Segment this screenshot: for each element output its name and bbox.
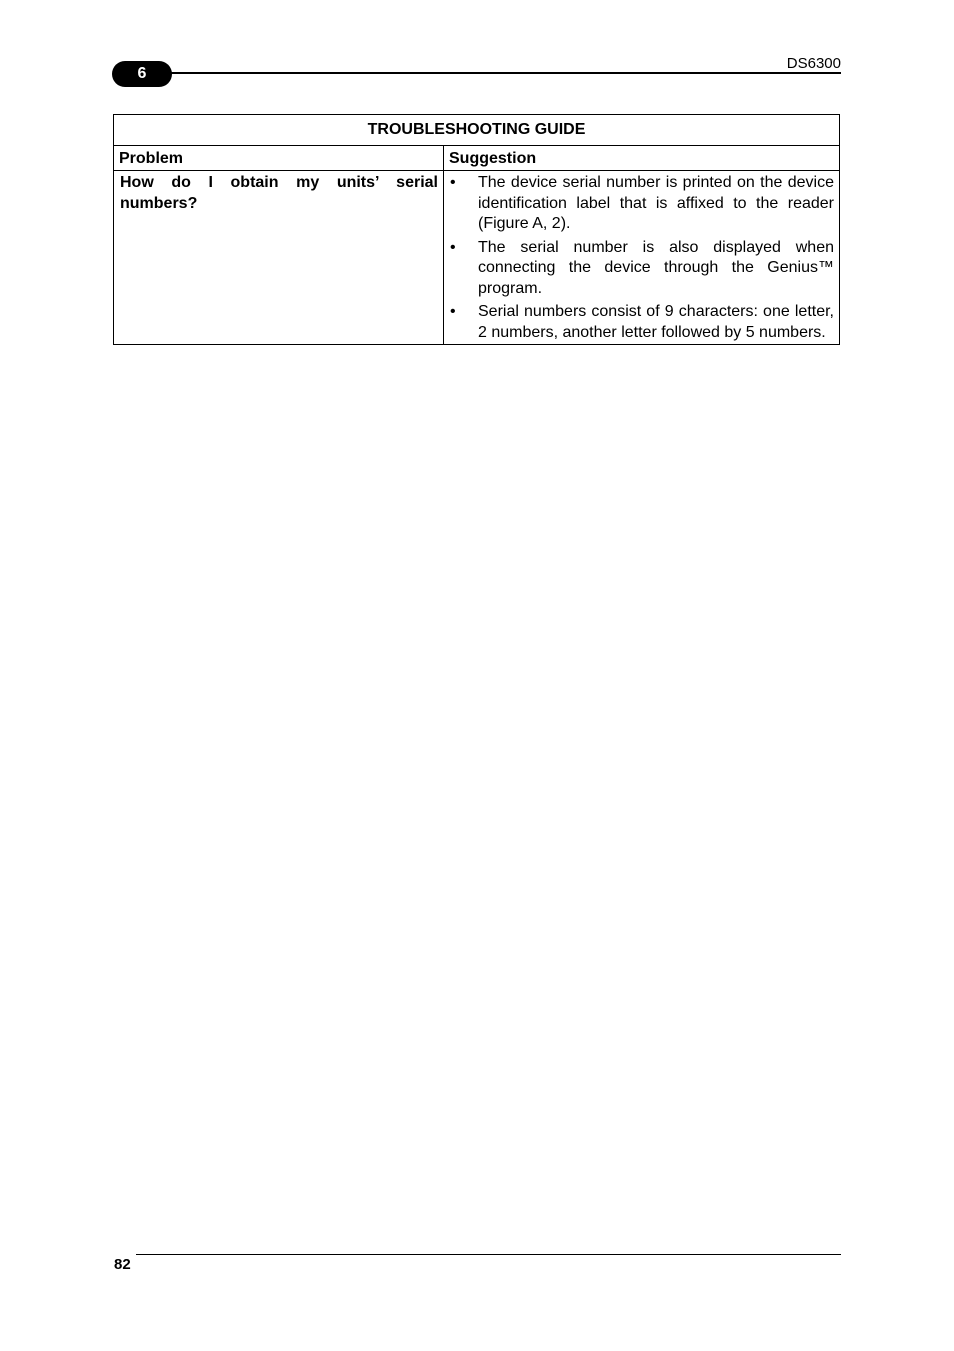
suggestion-cell	[444, 171, 840, 345]
document-code: DS6300	[786, 55, 841, 72]
column-header-suggestion: Suggestion	[444, 145, 840, 171]
bullet-icon: •	[450, 238, 456, 256]
bullet-icon: •	[450, 303, 456, 320]
column-header-problem: Problem	[114, 145, 444, 171]
header-rule	[150, 72, 841, 74]
suggestion-text: The device serial number is printed on the device identification label that is affixed to the reader (Figure A, 2).	[478, 174, 834, 232]
list-item	[449, 238, 834, 300]
footer-rule	[136, 1254, 841, 1255]
suggestion-text: Serial numbers consist of 9 characters: one letter, 2 numbers, another letter followed by 5 numbers.	[478, 303, 834, 341]
list-item	[449, 302, 834, 343]
list-item	[449, 173, 834, 235]
table-row	[114, 171, 840, 345]
chapter-badge: 6	[112, 61, 172, 87]
table-title: TROUBLESHOOTING GUIDE	[114, 115, 840, 146]
table-title-row	[114, 115, 840, 146]
bullet-icon: •	[450, 174, 456, 191]
table-header-row	[114, 145, 840, 171]
troubleshooting-table	[113, 114, 840, 345]
suggestion-text: The serial number is also displayed when connecting the device through the Genius™ program.	[478, 238, 834, 297]
page-number: 82	[114, 1256, 131, 1273]
problem-cell: How do I obtain my units’ serial numbers?	[114, 171, 444, 345]
suggestion-list	[449, 173, 834, 343]
